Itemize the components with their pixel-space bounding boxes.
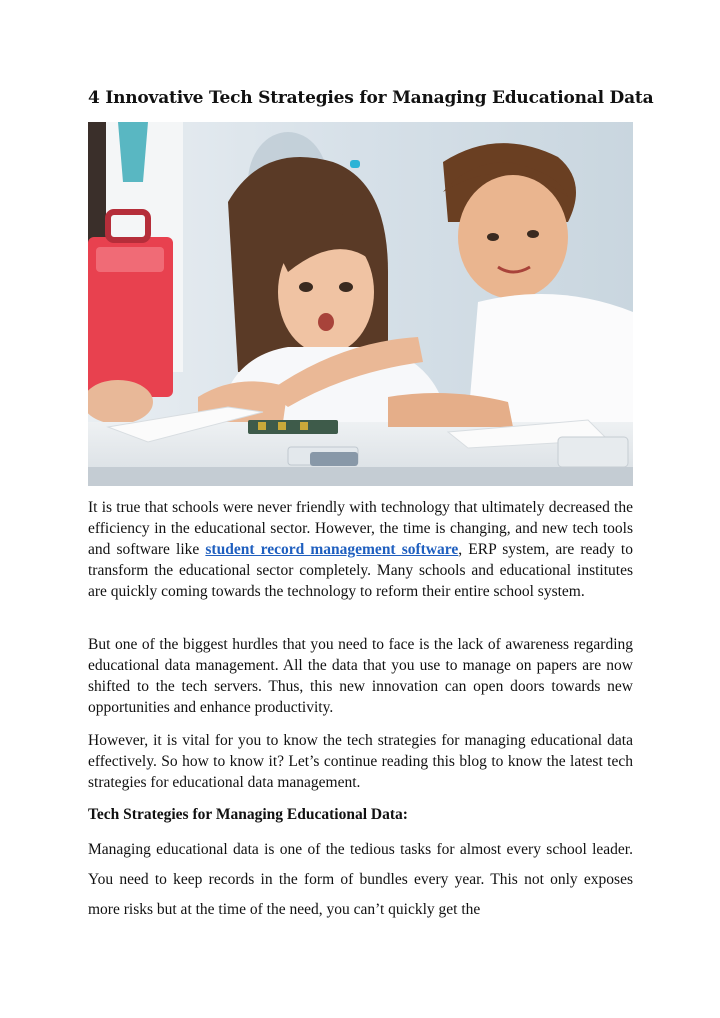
paragraph-intro-text-2: , ERP system, are ready to transform the educational sector completely. Many schools and educational institutes are quickly coming towards the technology to reform their entire school system. xyxy=(88,541,633,600)
paragraph-managing-data: Managing educational data is one of the tedious tasks for almost every school leader. You need to keep records in the form of bundles every year. This not only exposes more risks but at the time of the need, you can’t quickly get the xyxy=(88,841,633,918)
classroom-photo xyxy=(88,122,633,486)
paragraph-intro xyxy=(88,497,633,602)
section-heading: Tech Strategies for Managing Educational Data: xyxy=(88,806,408,823)
paragraph-intro-text-1: It is true that schools were never friendly with technology that ultimately decreased the efficiency in the educational sector. However, the time is changing, and new tech tools and software like xyxy=(88,499,633,558)
paragraph-awareness: But one of the biggest hurdles that you need to face is the lack of awareness regarding educational data management. All the data that you use to manage on papers are now shifted to the tech servers. Thus, this new innovation can open doors towards new opportunities and enhance productivity. xyxy=(88,636,633,716)
paragraph-strategies-intro: However, it is vital for you to know the tech strategies for managing educational data effectively. So how to know it? Let’s continue reading this blog to know the latest tech strategies for educational data management. xyxy=(88,732,633,791)
student-record-software-link[interactable]: student record management software xyxy=(205,541,459,558)
article-title: 4 Innovative Tech Strategies for Managing Educational Data xyxy=(88,88,654,108)
